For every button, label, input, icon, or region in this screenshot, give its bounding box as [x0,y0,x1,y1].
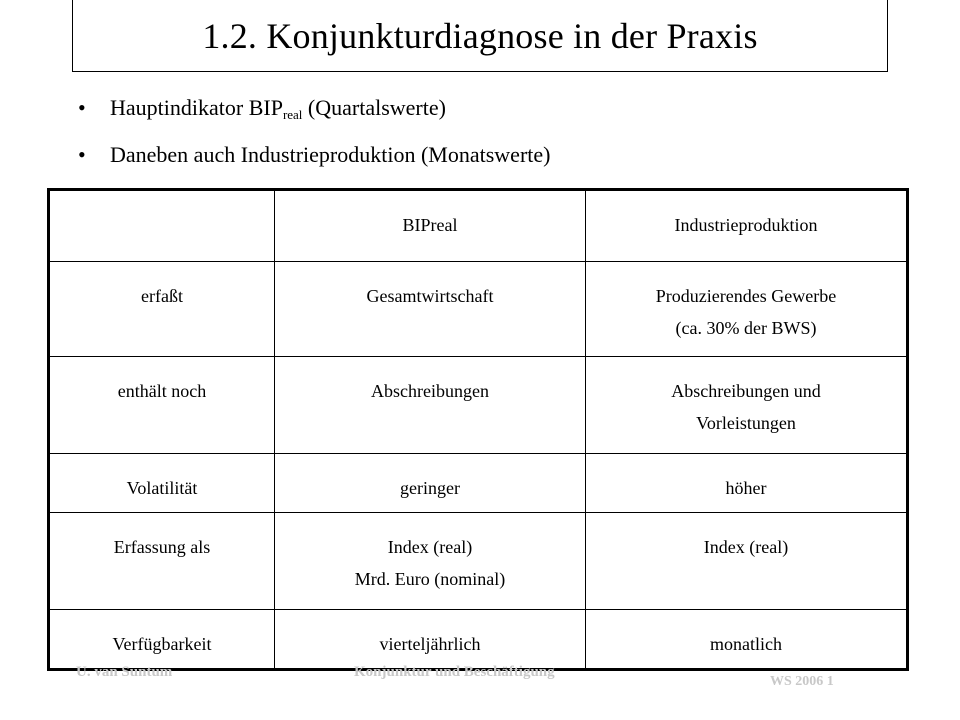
footer-author: U. van Suntum [76,664,173,680]
footer-course: Konjunktur und Beschäftigung [354,664,555,680]
row-label: enthält noch [49,357,275,454]
table-cell: Index (real) Mrd. Euro (nominal) [275,513,586,610]
row-label: erfaßt [49,262,275,357]
table-cell: Index (real) [586,513,908,610]
bullet-dot-icon: • [78,142,86,167]
bullet-text: Daneben auch Industrieproduktion (Monatswerte) [110,142,551,167]
table-header-cell: Industrieproduktion [586,190,908,262]
bullet-dot-icon: • [78,95,86,120]
bullet-list [78,88,550,175]
table-cell: vierteljährlich [275,610,586,670]
table-header-cell: BIPreal [275,190,586,262]
row-label: Volatilität [49,454,275,513]
table-cell: monatlich [586,610,908,670]
table-cell: Gesamtwirtschaft [275,262,586,357]
table-row [49,357,908,454]
table-cell: geringer [275,454,586,513]
table-cell: Abschreibungen [275,357,586,454]
bullet-suffix: (Quartalswerte) [302,95,446,120]
table-cell: höher [586,454,908,513]
table-row [49,454,908,513]
bullet-subscript: real [282,107,303,122]
title-box [72,0,888,72]
table-cell: Produzierendes Gewerbe (ca. 30% der BWS) [586,262,908,357]
table-cell: Abschreibungen und Vorleistungen [586,357,908,454]
bullet-item [78,135,550,175]
row-label: Verfügbarkeit [49,610,275,670]
table-row [49,610,908,670]
comparison-table [47,188,909,671]
table-header-cell [49,190,275,262]
table-header-row [49,190,908,262]
bullet-text: Hauptindikator BIP [110,95,283,120]
table-row [49,513,908,610]
row-label: Erfassung als [49,513,275,610]
slide-title: 1.2. Konjunkturdiagnose in der Praxis [202,15,758,56]
bullet-item [78,88,550,135]
table-row [49,262,908,357]
footer-semester: WS 2006 1 [770,674,834,689]
